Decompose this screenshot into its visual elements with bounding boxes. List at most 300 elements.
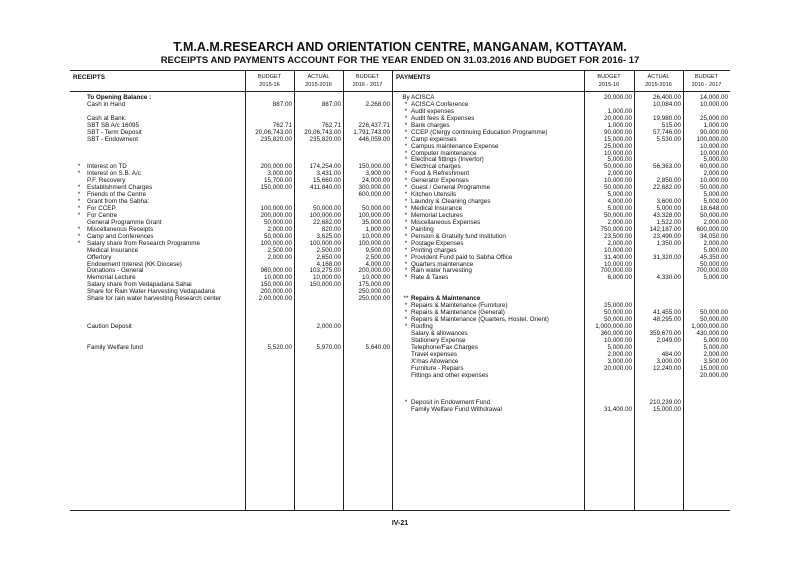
table-row (87, 331, 243, 338)
row-label: Memorial Lectures (411, 211, 463, 219)
amount-cell: 150,000.00 (358, 163, 390, 171)
amount-cell: 14,000.00 (699, 94, 728, 101)
year-header: 2015-2016 (645, 82, 672, 88)
actual-header: ACTUAL (647, 74, 670, 80)
amount-cell (245, 317, 292, 324)
amount-cell: 250,000.00 (358, 295, 390, 303)
amount-cell (294, 296, 341, 303)
amount-cell: 5,000.00 (703, 156, 728, 164)
amount-cell: 1,522.00 (656, 218, 681, 226)
row-label: Roofing (411, 322, 433, 330)
page-subtitle: RECEIPTS AND PAYMENTS ACCOUNT FOR THE YEAR ENDED ON 31.03.2016 AND BUDGET FOR 2016- 17 (160, 55, 640, 66)
amount-cell (634, 151, 681, 158)
payments-header: PAYMENTS (396, 74, 431, 81)
amount-cell: 200,000.00 (260, 163, 292, 171)
amount-cell: 4,000.00 (365, 260, 390, 268)
amount-cell: 174,254.00 (309, 163, 341, 171)
row-marker: ** (403, 295, 409, 303)
amount-cell: 820.00 (321, 225, 341, 233)
amount-cell: 10,000.00 (603, 149, 632, 157)
amount-cell: 103,275.00 (309, 267, 341, 275)
row-label: Miscellaneous Expenses (411, 218, 481, 226)
amount-cell: 515.00 (661, 121, 681, 129)
amount-cell: 2,000.00 (607, 170, 632, 178)
row-marker: * (404, 107, 408, 115)
amount-cell: 57,746.00 (652, 128, 681, 136)
amount-cell: 50,000.00 (361, 205, 390, 212)
table-row (87, 102, 243, 109)
amount-cell: 4,000.00 (607, 198, 632, 206)
amount-cell: 3,625.00 (316, 232, 341, 240)
amount-cell: 26,400.00 (652, 94, 681, 101)
amount-cell: 235,820.00 (309, 135, 341, 143)
amount-cell: 250,000.00 (358, 288, 390, 296)
amount-cell (245, 109, 292, 116)
amount-cell: 15,000.00 (603, 135, 632, 143)
row-marker: * (404, 128, 408, 136)
amount-cell: 1,000.00 (607, 107, 632, 115)
amount-cell: 50,000.00 (699, 316, 728, 323)
amount-cell: 50,000.00 (603, 211, 632, 219)
amount-cell: 100,000.00 (358, 239, 390, 247)
amount-cell (294, 289, 341, 296)
row-label: Pension & Gratuity fund institution (411, 232, 506, 240)
payments-budget-2015 (584, 95, 632, 414)
amount-cell: 5,640.00 (365, 343, 390, 351)
amount-cell: 3,900.00 (365, 170, 390, 178)
row-label: Audit fees & Expenses (411, 114, 475, 122)
row-label: Repairs & Maintenance (Quarters, Hostel, Orient) (411, 316, 549, 323)
amount-cell (634, 373, 681, 380)
amount-cell: 150,000.00 (260, 281, 292, 289)
amount-cell (294, 192, 341, 199)
row-label: Donations - General (87, 267, 144, 275)
amount-cell: 100,000.00 (358, 211, 390, 219)
year-header: 2016 - 2017 (691, 82, 722, 88)
row-label: Miscellaneous Receipts (87, 225, 154, 233)
amount-cell: 3,431.00 (316, 170, 341, 178)
amount-cell: 5,000.00 (703, 191, 728, 199)
amount-cell: 300,000.00 (358, 184, 390, 192)
amount-cell (245, 144, 292, 151)
table-row (87, 345, 243, 352)
amount-cell: 20,000.00 (603, 364, 632, 372)
row-label: Deposit in Endowment Fund (411, 399, 491, 407)
amount-cell: 50,000.00 (603, 163, 632, 171)
row-label: Fittings and other expenses (411, 371, 489, 379)
amount-cell: 2,650.00 (316, 253, 341, 261)
row-marker: * (404, 399, 408, 407)
row-label: Family Welfare fund (87, 343, 143, 351)
amount-cell: 10,000.00 (361, 232, 390, 240)
amount-cell: 2,500.00 (365, 253, 390, 261)
amount-cell: 5,000.00 (703, 274, 728, 282)
amount-cell: 4,168.00 (316, 260, 341, 268)
amount-cell: 25,000.00 (603, 142, 632, 150)
row-marker: * (404, 309, 408, 317)
receipts-budget-2016 (343, 95, 390, 352)
amount-cell: 100,000.00 (309, 211, 341, 219)
amount-cell: 23,500.00 (603, 232, 632, 240)
row-label: Medical Insurance (411, 205, 463, 212)
amount-cell (584, 373, 632, 380)
row-label: Interest on TD (87, 163, 127, 171)
year-header: 2015-2016 (305, 82, 332, 88)
row-label: Share for Rain Water Harvesting Vedapadana (87, 288, 215, 296)
amount-cell: 2,000.00 (607, 218, 632, 226)
amount-cell: 20,000.00 (603, 114, 632, 122)
amount-cell: 31,400.00 (603, 253, 632, 261)
row-label: Travel expenses (411, 350, 457, 358)
row-label: General Programme Grant (87, 218, 162, 226)
row-label: Camp and Conferences (87, 232, 154, 240)
amount-cell: 600,000.00 (358, 191, 390, 199)
row-marker: * (404, 135, 408, 143)
amount-cell: 3,600.00 (656, 198, 681, 206)
amount-cell (584, 393, 632, 400)
row-marker: * (404, 253, 408, 261)
row-marker: * (404, 163, 408, 171)
table-row (411, 373, 583, 380)
row-label: Computer maintenance (411, 149, 477, 157)
amount-cell: 50,000.00 (263, 232, 292, 240)
row-label: Endowment Interest (KK Diocese) (87, 260, 182, 268)
amount-cell (294, 331, 341, 338)
row-marker: * (77, 170, 81, 178)
amount-cell: 4,330.00 (656, 274, 681, 282)
receipts-budget-2015 (245, 95, 292, 352)
row-marker: * (404, 246, 408, 254)
row-marker: * (77, 163, 81, 171)
row-marker: * (77, 184, 81, 192)
row-label: Telephone/Fax Charges (411, 343, 478, 351)
year-header: 2015-16 (598, 82, 620, 88)
amount-cell: 2,000.00 (607, 239, 632, 247)
amount-cell: 5,000.00 (703, 336, 728, 344)
amount-cell: 10,000.00 (699, 149, 728, 157)
amount-cell (634, 386, 681, 393)
amount-cell: 150,000.00 (260, 184, 292, 192)
row-marker: * (404, 100, 408, 108)
row-marker: * (404, 198, 408, 206)
row-label: Family Welfare Fund Withdrawal (411, 406, 502, 414)
table-bottom-rule (70, 510, 730, 511)
amount-cell: 2,500.00 (316, 246, 341, 254)
page-title: T.M.A.M.RESEARCH AND ORIENTATION CENTRE, MANGANAM, KOTTAYAM. (173, 40, 627, 54)
amount-cell: 2,00,000.00 (258, 295, 292, 303)
amount-cell: 50,000.00 (603, 184, 632, 192)
amount-cell (343, 144, 390, 151)
amount-cell: 50,000.00 (603, 309, 632, 317)
amount-cell: 100,000.00 (260, 205, 292, 212)
amount-cell (294, 144, 341, 151)
amount-cell (343, 331, 390, 338)
amount-cell: 2,049.00 (656, 336, 681, 344)
amount-cell (343, 109, 390, 116)
row-marker: * (404, 239, 408, 247)
amount-cell: 31,400.00 (603, 406, 632, 414)
amount-cell: 1,000.00 (365, 225, 390, 233)
amount-cell: 200,000.00 (260, 211, 292, 219)
amount-cell: 100,000.00 (260, 239, 292, 247)
row-marker: * (404, 191, 408, 199)
row-label: CCEP (Clergy continuing Education Programme) (411, 128, 548, 136)
amount-cell (683, 400, 728, 407)
row-label: For CCEP (87, 205, 116, 212)
table-row (87, 303, 243, 310)
table-row (87, 296, 243, 303)
row-marker: * (404, 114, 408, 122)
receipts-labels (77, 94, 243, 352)
amount-cell (245, 331, 292, 338)
row-marker: By (402, 94, 410, 101)
row-label: Painting (411, 225, 434, 233)
amount-cell: 5,000.00 (703, 343, 728, 351)
row-label: SBT SB A/c 16095 (87, 121, 140, 129)
amount-cell: 50,000.00 (263, 218, 292, 226)
amount-cell: 56,363.00 (652, 163, 681, 171)
row-label: X'mas Allowance (411, 357, 459, 365)
row-label: SBT - Term Deposit (87, 128, 142, 136)
amount-cell: 446,059.00 (358, 135, 390, 143)
amount-cell: 2,000.00 (703, 218, 728, 226)
row-marker: * (404, 156, 408, 164)
col-divider (392, 70, 393, 510)
amount-cell: 10,000.00 (603, 246, 632, 254)
amount-cell (634, 144, 681, 151)
amount-cell: 142,187.00 (649, 225, 681, 233)
amount-cell: 25,000.00 (699, 114, 728, 122)
row-marker: * (77, 239, 81, 247)
amount-cell: 15,700.00 (263, 177, 292, 185)
amount-cell: 10,000.00 (699, 100, 728, 108)
row-label: Salary & allowances (411, 329, 468, 337)
amount-cell: 9,500.00 (365, 246, 390, 254)
amount-cell: 2,850.00 (656, 177, 681, 185)
amount-cell: 5,000.00 (607, 156, 632, 164)
amount-cell: 3,000.00 (656, 357, 681, 365)
receipts-header: RECEIPTS (73, 74, 105, 81)
payments-budget-2016 (683, 95, 728, 414)
amount-cell: 19,980.00 (652, 114, 681, 122)
amount-cell: 175,000.00 (358, 281, 390, 289)
amount-cell: 762.71 (272, 121, 292, 129)
amount-cell (245, 303, 292, 310)
amount-cell: 45,350.00 (699, 253, 728, 261)
amount-cell: 2,000.00 (267, 253, 292, 261)
amount-cell: 762.71 (321, 121, 341, 129)
row-label: Repairs & Maintenance (Furniture) (411, 302, 508, 310)
amount-cell: 1,350.00 (656, 239, 681, 247)
amount-cell: 2,000.00 (703, 170, 728, 178)
table-row (404, 316, 583, 324)
amount-cell: 2,000.00 (607, 350, 632, 358)
table-row (411, 379, 583, 386)
amount-cell: 15,660.00 (312, 177, 341, 185)
row-marker: * (404, 260, 408, 268)
amount-cell: 1,000.00 (607, 121, 632, 129)
amount-cell: 700,000.00 (696, 267, 728, 275)
table-row (404, 274, 583, 282)
amount-cell (683, 407, 728, 414)
row-label: Electrical fittings (Invertor) (411, 156, 484, 164)
amount-cell: 360,000.00 (600, 329, 632, 337)
row-label: Camp expenses (411, 135, 457, 143)
amount-cell (245, 324, 292, 331)
amount-cell (683, 379, 728, 386)
amount-cell (683, 393, 728, 400)
payments-actual-2015 (634, 95, 681, 414)
amount-cell: 20,06,743.00 (255, 128, 292, 136)
page-number: IV-21 (391, 520, 409, 527)
table-row (404, 218, 583, 227)
amount-cell (683, 296, 728, 303)
amount-cell: 60,000.00 (699, 163, 728, 171)
budget-header: BUDGET (597, 74, 621, 80)
amount-cell: 430,000.00 (696, 329, 728, 337)
amount-cell: 100,000.00 (696, 135, 728, 143)
header-bottom-rule (70, 91, 730, 92)
amount-cell: 2,000.00 (316, 322, 341, 330)
row-label: Food & Refreshment (411, 170, 470, 178)
amount-cell: 887.00 (272, 100, 292, 108)
amount-cell: 12,240.00 (652, 364, 681, 372)
amount-cell: 90,000.00 (699, 128, 728, 136)
amount-cell: 15,000.00 (699, 364, 728, 372)
amount-cell (634, 262, 681, 269)
row-marker: * (404, 149, 408, 157)
row-label: Furniture - Repairs (411, 364, 464, 372)
amount-cell: 2,000.00 (267, 225, 292, 233)
row-label: Caution Deposit (87, 322, 132, 330)
amount-cell: 5,000.00 (703, 246, 728, 254)
amount-cell: 10,000.00 (263, 274, 292, 282)
row-marker: * (404, 232, 408, 240)
row-label: Electrical charges (411, 163, 461, 171)
amount-cell (683, 282, 728, 289)
amount-cell (245, 310, 292, 317)
amount-cell: 1,000,000.00 (691, 322, 728, 330)
amount-cell: 50,000.00 (699, 211, 728, 219)
amount-cell: 5,000.00 (656, 205, 681, 212)
amount-cell: 10,000.00 (699, 142, 728, 150)
amount-cell: 210,239.00 (649, 399, 681, 407)
amount-cell: 5,000.00 (607, 191, 632, 199)
amount-cell: 750,000.00 (600, 225, 632, 233)
row-label: Share for rain water harvesting Research center (87, 295, 222, 303)
row-label: Bank charges (411, 121, 450, 129)
row-marker: * (404, 302, 408, 310)
amount-cell: 10,000.00 (361, 274, 390, 282)
amount-cell: 1,791,743.00 (353, 128, 390, 136)
amount-cell (634, 296, 681, 303)
amount-cell: 90,000.00 (603, 128, 632, 136)
amount-cell: 411,840.00 (309, 184, 341, 192)
amount-cell: 700,000.00 (600, 267, 632, 275)
row-label: Cash in Hand (87, 100, 126, 108)
amount-cell: 960,000.00 (260, 267, 292, 275)
actual-header: ACTUAL (307, 74, 330, 80)
row-label: SBT - Endowment (87, 135, 138, 143)
row-label: Rain water harvesting (411, 267, 472, 275)
amount-cell (294, 310, 341, 317)
amount-cell: 150,000.00 (309, 281, 341, 289)
amount-cell: 235,820.00 (260, 135, 292, 143)
amount-cell: 10,084.00 (652, 100, 681, 108)
amount-cell (294, 151, 341, 158)
row-label: Memorial Lecture (87, 274, 136, 282)
budget-header: BUDGET (694, 74, 719, 80)
row-marker: * (404, 322, 408, 330)
year-header: 2016 - 2017 (352, 82, 383, 88)
amount-cell (294, 109, 341, 116)
row-label: Salary share from Vedapadana Sahai (87, 281, 192, 289)
row-marker: * (404, 184, 408, 192)
amount-cell: 41,455.00 (652, 309, 681, 317)
row-marker: * (77, 232, 81, 240)
amount-cell (343, 317, 390, 324)
row-marker: * (404, 170, 408, 178)
amount-cell: 50,000.00 (603, 316, 632, 323)
row-label: Friends of the Centre (87, 191, 147, 199)
amount-cell: 43,328.00 (652, 211, 681, 219)
row-label: Audit expenses (411, 107, 455, 115)
row-label: Guest / General Programme (411, 184, 491, 192)
amount-cell: 22,682.00 (312, 218, 341, 226)
amount-cell: 50,000.00 (312, 205, 341, 212)
row-label: To Opening Balance : (87, 94, 152, 101)
amount-cell: 484.00 (661, 350, 681, 358)
row-label: Generator Expenses (411, 177, 469, 185)
row-marker: * (404, 267, 408, 275)
receipts-actual-2015 (294, 95, 341, 352)
year-header: 2015-16 (259, 82, 280, 88)
table-row (87, 151, 243, 158)
budget-header: BUDGET (355, 74, 380, 80)
amount-cell: 50,000.00 (699, 260, 728, 268)
amount-cell: 1,000,000.00 (595, 322, 632, 330)
table-row (411, 282, 583, 289)
amount-cell (634, 289, 681, 296)
amount-cell: 5,520.00 (267, 343, 292, 351)
row-label: Interest on S.B. A/c (87, 170, 141, 178)
row-marker: * (404, 211, 408, 219)
row-marker: * (404, 274, 408, 282)
amount-cell (584, 379, 632, 386)
amount-cell: 5,970.00 (316, 343, 341, 351)
row-label: Offertory (87, 253, 112, 261)
row-label: Medical Insurance (87, 246, 139, 254)
row-marker: * (77, 225, 81, 233)
row-label: Postage Expenses (411, 239, 464, 247)
table-top-rule (70, 70, 730, 71)
amount-cell: 200,000.00 (260, 288, 292, 296)
amount-cell: 34,050.00 (699, 232, 728, 240)
amount-cell: 48,295.00 (652, 316, 681, 323)
amount-cell: 10,000.00 (603, 260, 632, 268)
amount-cell: 6,000.00 (607, 274, 632, 282)
row-label: Provident Fund paid to Sabha Office (411, 253, 513, 261)
payments-labels (402, 94, 583, 414)
row-marker: * (404, 177, 408, 185)
amount-cell: 200,000.00 (358, 267, 390, 275)
amount-cell: 5,000.00 (607, 343, 632, 351)
table-row (87, 310, 243, 317)
amount-cell: 24,000.00 (361, 177, 390, 185)
row-label: Repairs & Maintenance (411, 295, 481, 303)
row-label: Kitchen Utensils (411, 191, 457, 199)
amount-cell: 5,000.00 (607, 205, 632, 212)
